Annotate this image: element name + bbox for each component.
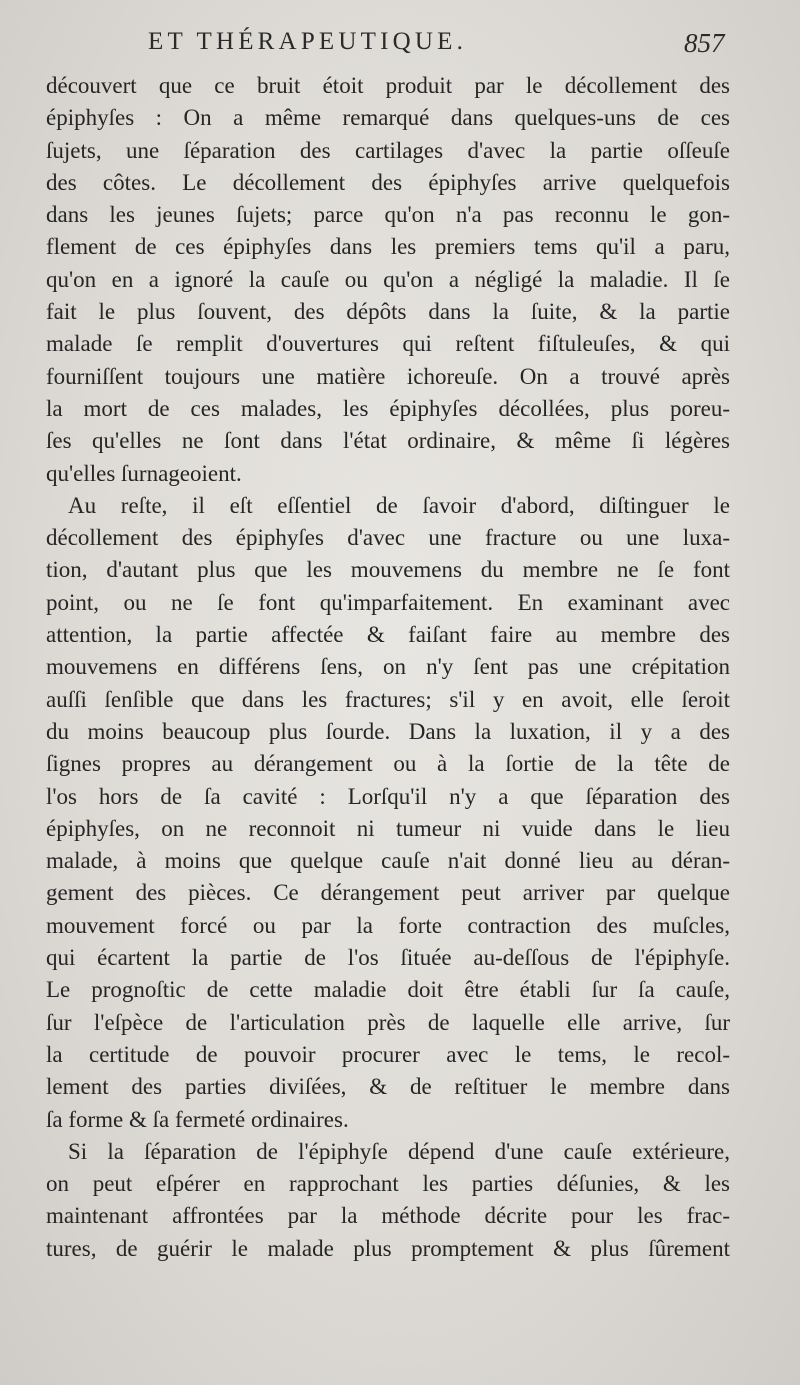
text-line: auſſi ſenſible que dans les fractures; s'il y en avoit, elle ſeroit: [46, 686, 730, 712]
text-line: tion, d'autant plus que les mouvemens du membre ne ſe font: [46, 557, 730, 583]
text-line: ſes qu'elles ne ſont dans l'état ordinaire, & même ſi légères: [46, 428, 730, 454]
text-line: malade ſe remplit d'ouvertures qui reſtent fiſtuleuſes, & qui: [46, 331, 730, 357]
paragraph-3: [46, 1136, 730, 1265]
text-line: ſa forme & ſa fermeté ordinaires.: [46, 1106, 349, 1132]
text-line: point, ou ne ſe font qu'imparfaitement. En examinant avec: [46, 589, 730, 615]
text-line: épiphyſes, on ne reconnoit ni tumeur ni vuide dans le lieu: [46, 815, 730, 841]
text-line: attention, la partie affectée & faiſant faire au membre des: [46, 622, 730, 648]
text-line: dans les jeunes ſujets; parce qu'on n'a pas reconnu le gon-: [46, 202, 730, 228]
text-line: fait le plus ſouvent, des dépôts dans la ſuite, & la partie: [46, 299, 730, 325]
text-line: qu'on en a ignoré la cauſe ou qu'on a négligé la maladie. Il ſe: [46, 266, 730, 292]
text-line: découvert que ce bruit étoit produit par le décollement des: [46, 73, 730, 98]
text-line: la mort de ces malades, les épiphyſes décollées, plus poreu-: [46, 395, 730, 421]
text-line: on peut eſpérer en rapprochant les parties déſunies, & les: [46, 1171, 730, 1197]
paragraph-2: [46, 490, 730, 1136]
text-line: Au reſte, il eſt eſſentiel de ſavoir d'abord, diſtinguer le: [68, 492, 730, 518]
text-line: du moins beaucoup plus ſourde. Dans la luxation, il y a des: [46, 718, 730, 744]
text-line: mouvement forcé ou par la forte contraction des muſcles,: [46, 912, 730, 938]
text-line: maintenant affrontées par la méthode décrite pour les frac-: [46, 1203, 730, 1229]
text-line: épiphyſes : On a même remarqué dans quelques-uns de ces: [46, 105, 730, 131]
text-line: ſur l'eſpèce de l'articulation près de laquelle elle arrive, ſur: [46, 1009, 730, 1035]
text-line: lement des parties diviſées, & de reſtituer le membre dans: [46, 1074, 730, 1100]
text-line: flement de ces épiphyſes dans les premiers tems qu'il a paru,: [46, 234, 730, 260]
text-line: la certitude de pouvoir procurer avec le tems, le recol-: [46, 1041, 730, 1067]
text-line: des côtes. Le décollement des épiphyſes arrive quelquefois: [46, 169, 730, 195]
text-line: malade, à moins que quelque cauſe n'ait donné lieu au déran-: [46, 848, 730, 874]
text-line: fourniſſent toujours une matière ichoreuſe. On a trouvé après: [46, 363, 730, 389]
text-line: Le prognoſtic de cette maladie doit être établi ſur ſa cauſe,: [46, 977, 730, 1003]
text-line: mouvemens en différens ſens, on n'y ſent pas une crépitation: [46, 654, 730, 680]
text-line: Si la ſéparation de l'épiphyſe dépend d'une cauſe extérieure,: [68, 1138, 730, 1164]
page-number: 857: [684, 28, 725, 58]
text-line: l'os hors de ſa cavité : Lorſqu'il n'y a que ſéparation des: [46, 783, 730, 809]
text-line: qui écartent la partie de l'os ſituée au-deſſous de l'épiphyſe.: [46, 945, 730, 971]
text-line: décollement des épiphyſes d'avec une fracture ou une luxa-: [46, 525, 730, 551]
running-head: [0, 28, 800, 64]
text-line: gement des pièces. Ce dérangement peut arriver par quelque: [46, 880, 730, 906]
running-title: ET THÉRAPEUTIQUE.: [148, 28, 468, 55]
text-line: ſujets, une ſéparation des cartilages d'avec la partie oſſeuſe: [46, 137, 730, 163]
text-line: tures, de guérir le malade plus promptement & plus ſûrement: [46, 1235, 730, 1261]
body-text: [46, 70, 730, 1265]
text-line: ſignes propres au dérangement ou à la ſortie de la tête de: [46, 751, 730, 777]
text-line: qu'elles ſurnageoient.: [46, 460, 242, 486]
paragraph-1: [46, 70, 730, 490]
